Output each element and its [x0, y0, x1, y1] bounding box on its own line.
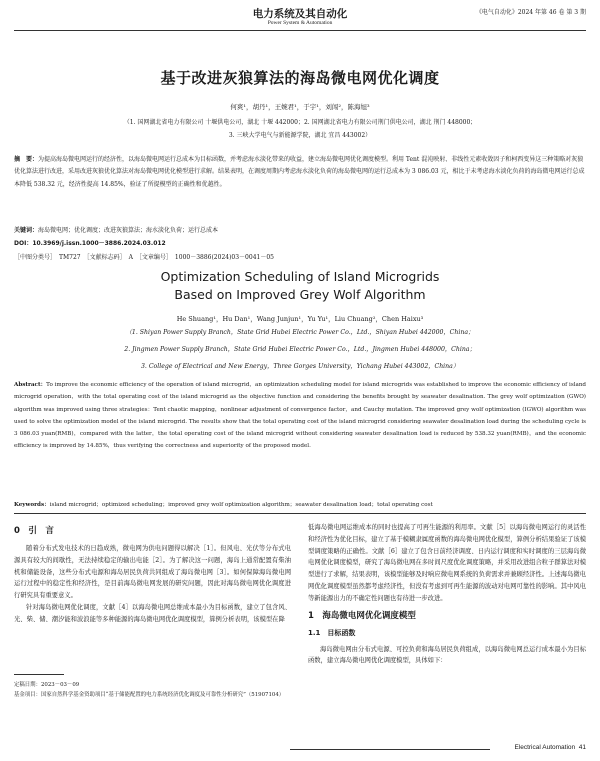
- body-separator-rule: [14, 513, 586, 514]
- paragraph: 针对海岛微电网优化调度，文献［4］以海岛微电网总维成本最小为目标函数，建立了包含风、光、柴、储、潮汐能和波浪能等多种能源的海岛微电网优化调度模型，算例分析表明，该模型在降: [14, 603, 291, 623]
- header-rule: [14, 30, 586, 31]
- affiliation-cn-1: （1. 国网湖北省电力有限公司 十堰供电公司，湖北 十堰 442000；2. 国网湖北省电力有限公司荆门供电公司，湖北 荆门 448000；: [123, 119, 477, 126]
- section-1-heading: 1 海岛微电网优化调度模型: [308, 610, 416, 621]
- affiliation-cn-2: 3. 三峡大学电气与新能源学院，湖北 宜昌 443002）: [228, 132, 372, 139]
- affiliation-en-3: 3. College of Electrical and New Energy，Three Gorges University，Yichang Hubei 443002，China）: [140, 363, 460, 370]
- paragraph: 低海岛微电网运维成本的同时也提高了可再生能源的利用率。文献［5］以海岛微电网运行的灵活性和经济性为优化目标，建立了基于模糊隶属度函数的海岛微电网优化模型，算例分析结果验证了该模型调度策略的正确性。文献［6］建立了包含日前经济调度、日内运行调度和实时调度的三层海岛微电网优化调度模型，研究了海岛微电网在多时间尺度优化调度策略，并采用改进组合粒子群算法对模型进行了求解，结果表明，该模型能够及时响应微电网系统的负荷需求并兼顾经济性。上述海岛微电网优化调度模型虽然都考虑经济性，但没有考虑到可再生能源的波动对电网可靠性的影响。其中风电等新能源出力的不确定性问题也有待进一步改进。: [308, 524, 586, 602]
- page-number: 41: [578, 744, 586, 751]
- affiliation-en-1: （1. Shiyan Power Supply Branch，State Grid Hubei Electric Power Co.，Ltd.，Shiyan Hubei 442000，China；: [125, 329, 475, 336]
- footer-rule: [290, 749, 490, 750]
- abstract-en: [14, 379, 586, 453]
- section-0-heading: 0 引 言: [14, 526, 54, 536]
- keywords-cn: [14, 225, 586, 234]
- abstract-en-label: Abstract：: [14, 382, 47, 388]
- keywords-en-label: Keywords：: [14, 502, 50, 508]
- paper-title-cn: 基于改进灰狼算法的海岛微电网优化调度: [160, 69, 440, 87]
- classification-line: ［中图分类号］ TM727 ［文献标志码］ A ［文章编号］ 1000－3886(2024)03－0041－05: [14, 254, 274, 261]
- paragraph: 随着分布式发电技术的日趋成熟，微电网为供电问题得以解决［1］。但风电、光伏等分布式电源具有较大的间歇性，无法持续稳定的输出电能［2］。为了解决这一问题，海岛上通常配置有柴油机和储能设备，这些分布式电源和海岛居民负荷共同组成了海岛微电网［3］。如何保障海岛微电网运行过程中的稳定性和经济性，是目前海岛微电网发展的研究问题，因此对海岛微电网优化调度进行研究具有重要意义。: [14, 545, 291, 600]
- keywords-en-text: island microgrid；optimized scheduling；improved grey wolf optimization algorithm；seawater desalination load；total operating cost: [49, 502, 433, 508]
- body-right-column: [308, 522, 586, 667]
- paper-title-en: [0, 268, 600, 304]
- abstract-cn-label: 摘 要：: [14, 156, 39, 163]
- page-footer: [514, 744, 586, 751]
- paragraph: 海岛微电网由分布式电源、可控负荷和海岛居民负荷组成，以海岛微电网总运行成本最小为目标函数，建立海岛微电网优化调度模型，具体如下：: [308, 645, 586, 665]
- footnote-received-date: 定稿日期：2023－03－09: [14, 682, 80, 688]
- authors-en: He Shuang¹，Hu Dan¹，Wang Junjun¹，Yu Yu¹，Liu Chuang²，Chen Haixu³: [176, 315, 424, 323]
- journal-section-subtitle: Power System & Automation: [267, 20, 333, 26]
- affiliation-en-2: 2. Jingmen Power Supply Branch，State Grid Hubei Electric Power Co.，Ltd.，Jingmen Hubei 448000，China；: [124, 346, 476, 353]
- footnote-funding: 基金项目：国家自然科学基金资助项目“基于储能配置的电力系统经济优化调度及可靠性分析研究”（51907104）: [14, 692, 285, 698]
- abstract-cn-text: 为提高海岛微电网运行的经济性，以海岛微电网运行总成本为目标函数，并考虑海水淡化带来的收益，建立海岛微电网优化调度模型。利用 Tent 混沌映射、非线性元素收敛因子和柯西变异这三种策略对灰狼优化算法进行改进，采用改进灰狼优化算法对海岛微电网优化模型进行求解。结果表明，在调度周期内考虑海水淡化负荷的海岛微电网的运行总成本为 3 086.03 元，相比于未考虑海水淡化负荷的海岛微电网运行总成本降低 538.32 元，经济性提高 14.85%，验证了所提模型的正确性和优越性。: [14, 156, 585, 188]
- footnote-rule: [14, 674, 64, 675]
- keywords-en: [14, 500, 586, 508]
- footer-journal: Electrical Automation: [514, 744, 576, 751]
- journal-section-title: 电力系统及其自动化: [252, 8, 348, 20]
- footnotes: [14, 680, 284, 700]
- abstract-cn: [14, 154, 586, 191]
- doi[interactable]: DOI：10.3969/j.issn.1000－3886.2024.03.012: [14, 240, 166, 247]
- paper-title-en-line-1: Optimization Scheduling of Island Microgrids: [160, 269, 440, 284]
- authors-cn: 何爽¹，胡丹¹，王婉君¹，于宇¹，刘闯²，陈海旭³: [230, 103, 370, 111]
- keywords-cn-text: 海岛微电网；优化调度；改进灰狼算法；海水淡化负荷；运行总成本: [38, 227, 219, 234]
- abstract-en-text: To improve the economic efficiency of the operation of island microgrid，an optimization scheduling model for island microgrids was established to improve the economic efficiency of island microgrid operation，with the total operating cost of the island microgrid as the objective function and considering the benefits brought by seawater desalination. The grey wolf optimization (GWO) algorithm was improved using three strategies：Tent chaotic mapping，nonlinear adjustment of convergence factor，and Cauchy mutation. The improved grey wolf optimization (IGWO) algorithm was used to solve the optimization model of the island microgrid. The results show that the total operating cost of the island microgrid considering seawater desalination load during the scheduling cycle is 3 086.03 yuan(RMB)，compared with the latter，the total operating cost of the island microgrid without considering seawater desalination load is reduced by 538.32 yuan(RMB)，and the economic efficiency is improved by 14.85%，thus verifying the correctness and superiority of the proposed model.: [14, 382, 586, 450]
- section-1-1-heading: 1.1 目标函数: [308, 628, 356, 637]
- issue-info: 《电气自动化》2024 年第 46 卷 第 3 期: [475, 9, 586, 16]
- keywords-cn-label: 关键词：: [14, 227, 39, 234]
- body-left-column: [14, 522, 291, 626]
- paper-title-en-line-2: Based on Improved Grey Wolf Algorithm: [174, 287, 426, 302]
